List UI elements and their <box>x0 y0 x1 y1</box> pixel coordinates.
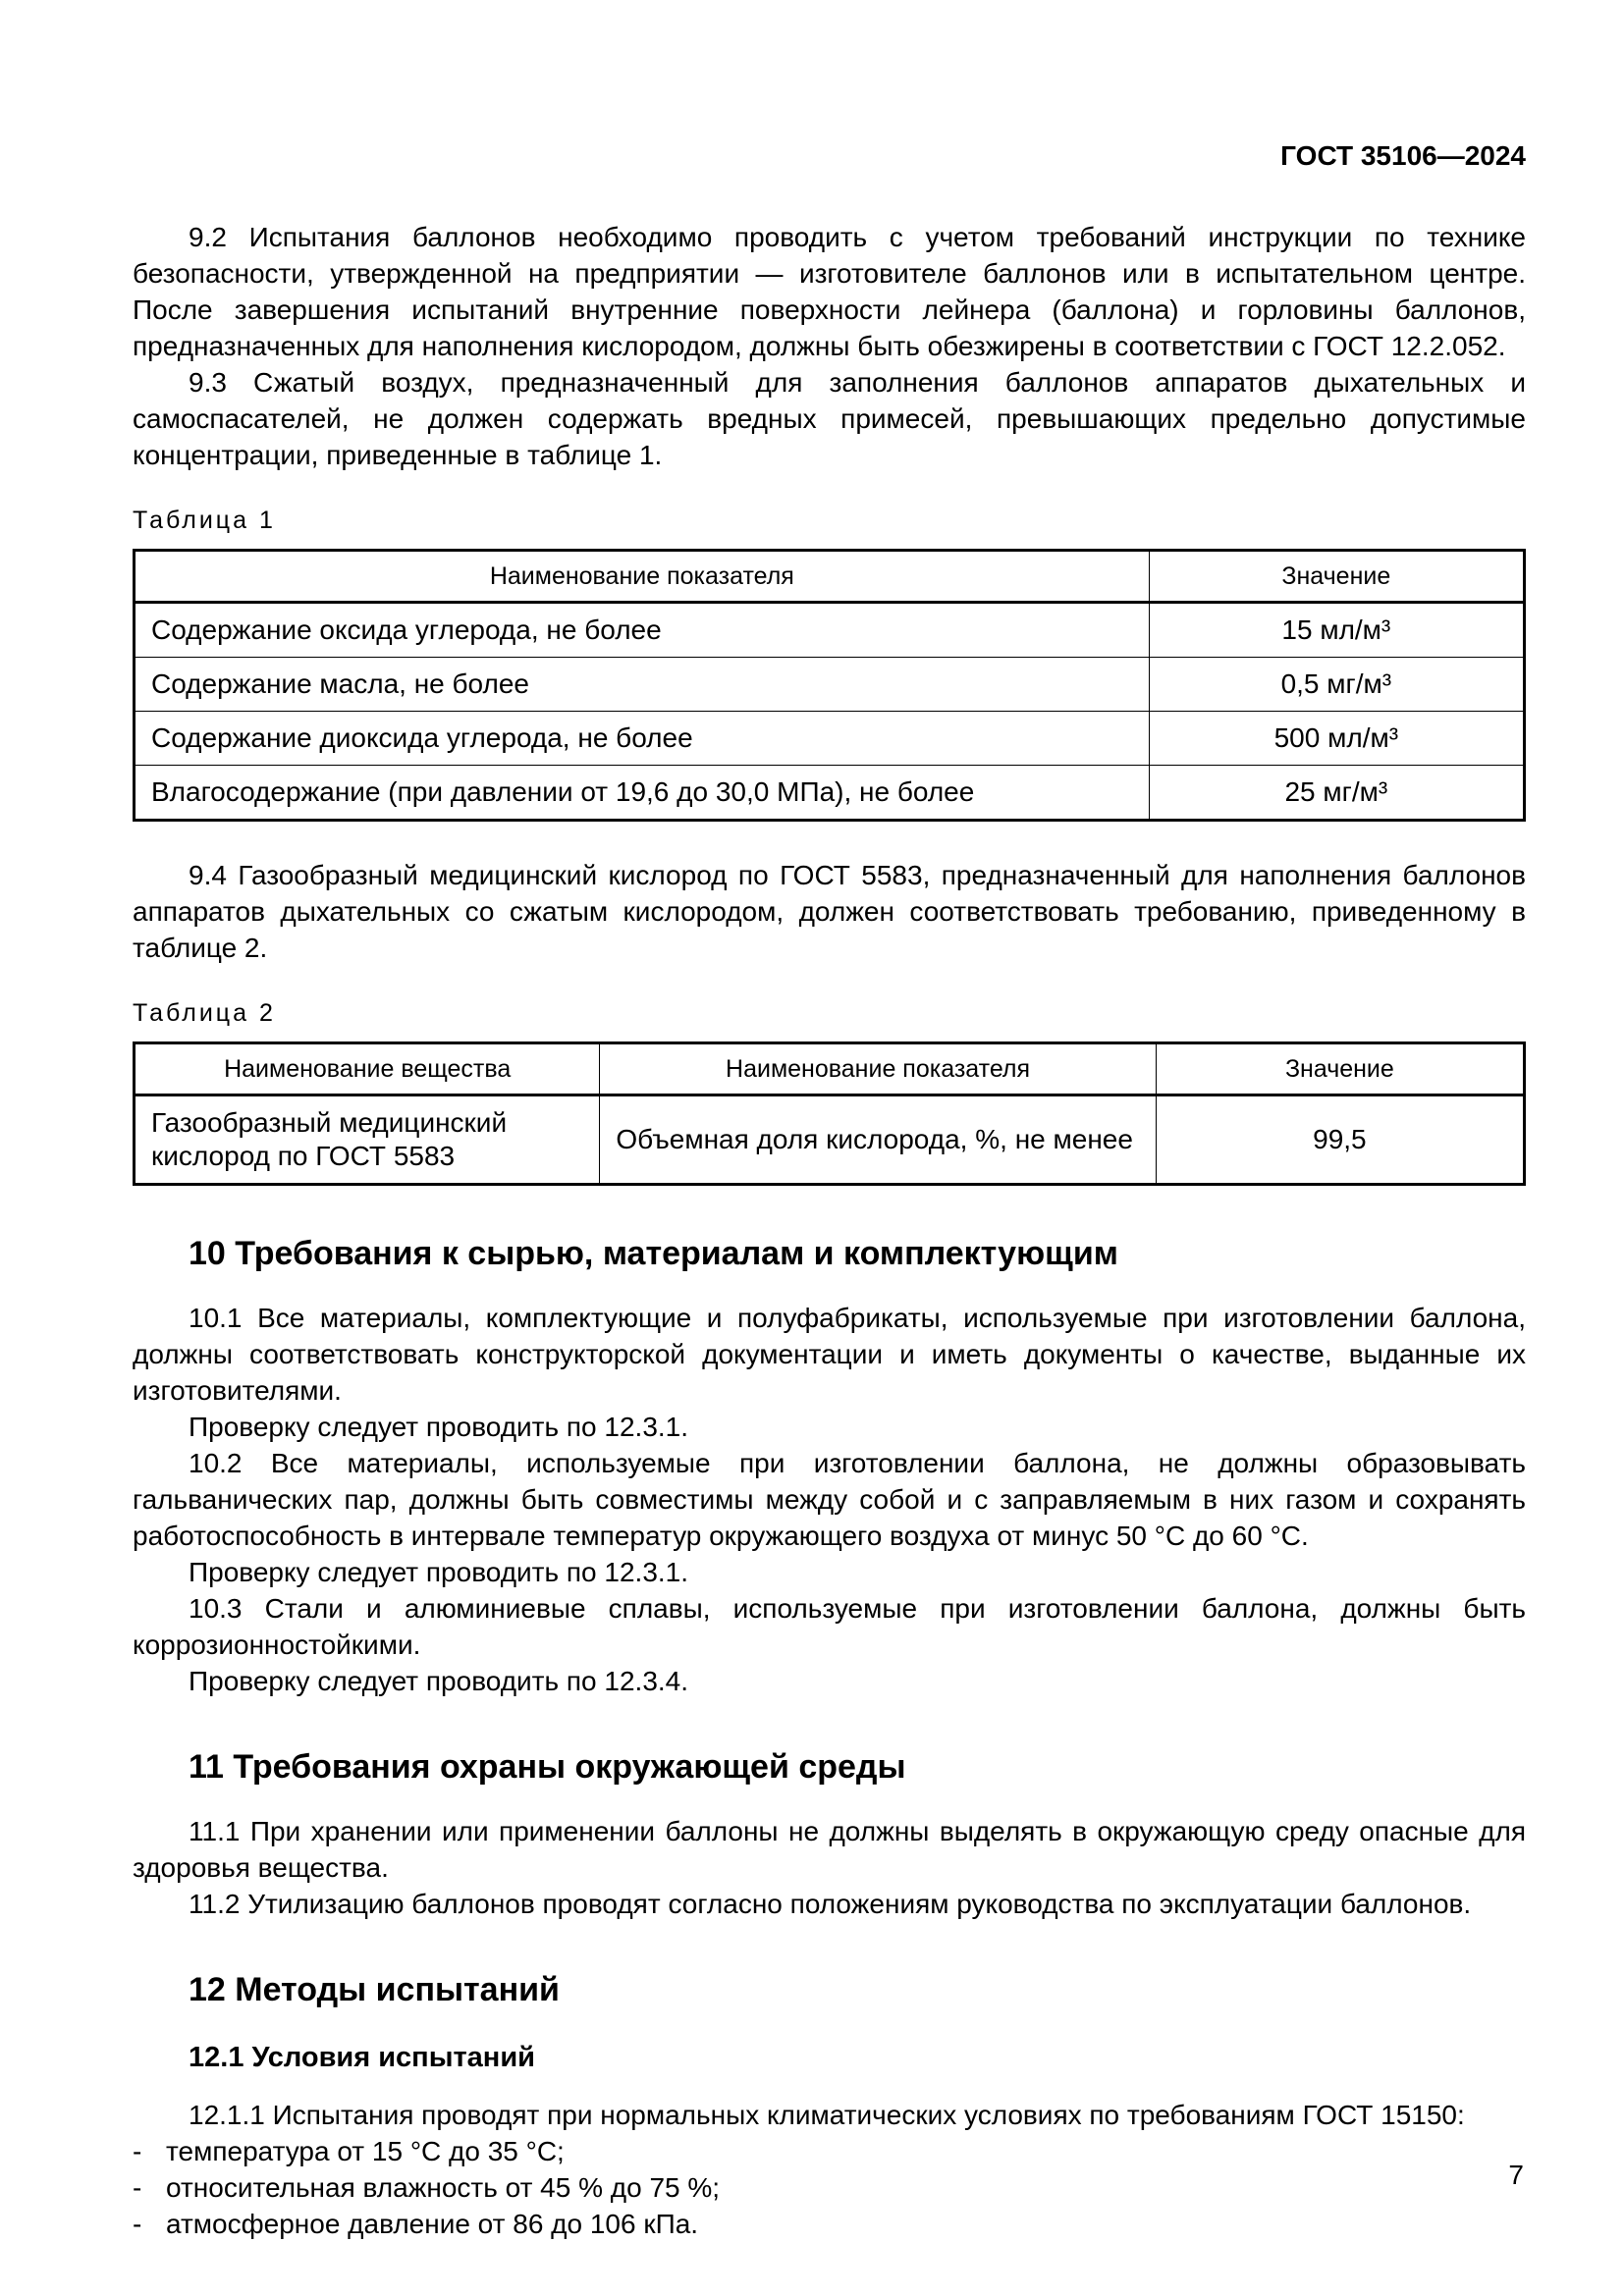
section-10-heading: 10 Требования к сырью, материалам и комплектующим <box>189 1235 1118 1272</box>
table-cell: 0,5 мг/м³ <box>1149 658 1524 712</box>
section-12-heading: 12 Методы испытаний <box>189 1971 560 2008</box>
table1-caption: Таблица 1 <box>133 507 276 534</box>
section-12-1-heading: 12.1 Условия испытаний <box>189 2042 535 2073</box>
table-cell: 25 мг/м³ <box>1149 766 1524 821</box>
list-item <box>133 2206 1526 2242</box>
list-item-text: относительная влажность от 45 % до 75 %; <box>166 2172 721 2203</box>
table1-header-row <box>135 551 1525 603</box>
paragraph-10-1: 10.1 Все материалы, комплектующие и полуфабрикаты, используемые при изготовлении баллона, должны соответствовать конструкторской документации и иметь документы о качестве, выданные их изготовителями. <box>133 1303 1526 1406</box>
list-item-text: температура от 15 °С до 35 °С; <box>166 2136 565 2166</box>
table-row <box>135 712 1525 766</box>
table2-header-indicator: Наименование показателя <box>600 1043 1156 1095</box>
table1-header-value: Значение <box>1149 551 1524 603</box>
table2-header-value: Значение <box>1156 1043 1524 1095</box>
conditions-list <box>133 2133 1526 2242</box>
table-2 <box>133 1041 1526 1186</box>
table-row <box>135 766 1525 821</box>
list-item-text: атмосферное давление от 86 до 106 кПа. <box>166 2209 699 2239</box>
table-row <box>135 658 1525 712</box>
paragraph-9-4: 9.4 Газообразный медицинский кислород по ГОСТ 5583, предназначенный для наполнения баллонов аппаратов дыхательных со сжатым кислородом, должен соответствовать требованию, приведенному в таблице 2. <box>133 860 1526 963</box>
paragraph-11-1: 11.1 При хранении или применении баллоны не должны выделять в окружающую среду опасные для здоровья вещества. <box>133 1816 1526 1883</box>
table-cell: 99,5 <box>1156 1095 1524 1185</box>
table-cell: 500 мл/м³ <box>1149 712 1524 766</box>
table-cell: Содержание диоксида углерода, не более <box>135 712 1150 766</box>
table-cell: 15 мл/м³ <box>1149 603 1524 658</box>
dash-marker: - <box>133 2172 142 2203</box>
section-11-heading: 11 Требования охраны окружающей среды <box>189 1748 906 1786</box>
paragraph-10-2: 10.2 Все материалы, используемые при изготовлении баллона, не должны образовывать гальванических пар, должны быть совместимы между собой и с заправляемым в них газом и сохранять работоспособность в интервале температур окружающего воздуха от минус 50 °С до 60 °С. <box>133 1448 1526 1551</box>
dash-marker: - <box>133 2136 142 2166</box>
table-cell: Газообразный медицинский кислород по ГОСТ 5583 <box>135 1095 600 1185</box>
dash-marker: - <box>133 2209 142 2239</box>
paragraph-12-1-1: 12.1.1 Испытания проводят при нормальных климатических условиях по требованиям ГОСТ 15150: <box>189 2100 1465 2130</box>
list-item <box>133 2169 1526 2206</box>
table2-caption: Таблица 2 <box>133 999 276 1027</box>
table1-header-indicator: Наименование показателя <box>135 551 1150 603</box>
table-cell: Влагосодержание (при давлении от 19,6 до 30,0 МПа), не более <box>135 766 1150 821</box>
table-cell: Содержание масла, не более <box>135 658 1150 712</box>
table-cell: Объемная доля кислорода, %, не менее <box>600 1095 1156 1185</box>
paragraph-10-2-check: Проверку следует проводить по 12.3.1. <box>189 1557 689 1587</box>
paragraph-10-3: 10.3 Стали и алюминиевые сплавы, используемые при изготовлении баллона, должны быть коррозионностойкими. <box>133 1593 1526 1660</box>
paragraph-9-2: 9.2 Испытания баллонов необходимо проводить с учетом требований инструкции по технике безопасности, утвержденной на предприятии — изготовителе баллонов или в испытательном центре. После завершения испытаний внутренние поверхности лейнера (баллона) и горловины баллонов, предназначенных для наполнения кислородом, должны быть обезжирены в соответствии с ГОСТ 12.2.052. <box>133 222 1526 361</box>
paragraph-10-3-check: Проверку следует проводить по 12.3.4. <box>189 1666 689 1696</box>
paragraph-10-1-check: Проверку следует проводить по 12.3.1. <box>189 1412 689 1442</box>
table-cell: Содержание оксида углерода, не более <box>135 603 1150 658</box>
table2-header-substance: Наименование вещества <box>135 1043 600 1095</box>
paragraph-11-2: 11.2 Утилизацию баллонов проводят согласно положениям руководства по эксплуатации баллонов. <box>189 1889 1472 1919</box>
table-1 <box>133 549 1526 822</box>
table2-header-row <box>135 1043 1525 1095</box>
table-row <box>135 1095 1525 1185</box>
list-item <box>133 2133 1526 2169</box>
paragraph-9-3: 9.3 Сжатый воздух, предназначенный для заполнения баллонов аппаратов дыхательных и самоспасателей, не должен содержать вредных примесей, превышающих предельно допустимые концентрации, приведенные в таблице 1. <box>133 367 1526 470</box>
table-row <box>135 603 1525 658</box>
page-number: 7 <box>1508 2160 1524 2190</box>
doc-number: ГОСТ 35106—2024 <box>1280 140 1526 171</box>
